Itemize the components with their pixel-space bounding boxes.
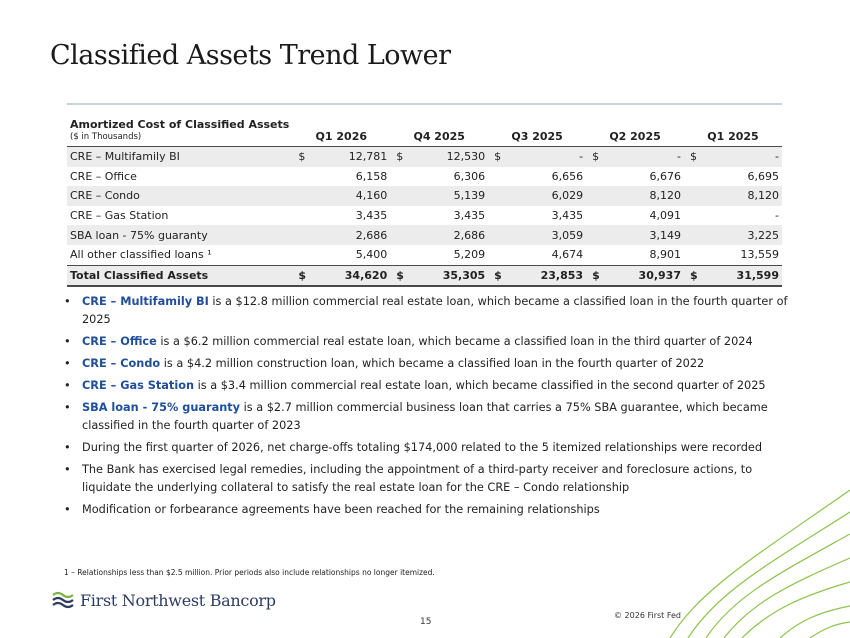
bullet-dot-icon: •: [64, 295, 71, 308]
bullet-item: [64, 355, 794, 373]
bullet-text: is a $2.7 million commercial business loan that carries a 75% SBA guarantee, which became classified in the fourth quarter of 2023: [82, 401, 768, 432]
table-subtitle: ($ in Thousands): [70, 132, 142, 142]
currency-symbol: [390, 225, 413, 245]
bullet-dot-icon: •: [64, 379, 71, 392]
cell-value: -: [707, 147, 782, 167]
currency-symbol: [488, 167, 511, 187]
table-row: [67, 186, 782, 206]
table-row: [67, 147, 782, 167]
currency-symbol: [488, 245, 511, 265]
column-header: Q1 2025: [684, 104, 782, 147]
bullet-item: [64, 333, 794, 351]
cell-value: 8,901: [649, 248, 681, 262]
currency-symbol: [684, 167, 707, 187]
table-row: [67, 167, 782, 187]
currency-symbol: [390, 206, 413, 226]
cell-value: 4,160: [315, 186, 390, 206]
bullet-item: [64, 439, 794, 457]
cell-value: 3,149: [609, 225, 684, 245]
cell-value: 3,435: [453, 209, 486, 223]
currency-symbol: [292, 206, 315, 226]
cell-value: 4,674: [551, 248, 584, 262]
cell-value: 8,120: [707, 186, 782, 206]
currency-symbol: [586, 206, 609, 226]
cell-value: 12,530: [413, 147, 488, 167]
bullet-item: [64, 293, 794, 329]
cell-value: -: [775, 209, 779, 223]
classified-assets-table: [67, 103, 782, 287]
currency-symbol: $: [684, 147, 707, 167]
currency-symbol: [684, 225, 707, 245]
currency-symbol: [390, 167, 413, 187]
currency-symbol: $: [292, 147, 315, 167]
cell-value: 3,435: [551, 209, 584, 223]
currency-symbol: [586, 186, 609, 206]
table-row: [67, 206, 782, 226]
column-header: Q2 2025: [586, 104, 684, 147]
currency-symbol: [488, 186, 511, 206]
bullet-text: During the first quarter of 2026, net charge-offs totaling $174,000 related to the 5 itemized relationships were recorded: [82, 441, 763, 454]
column-header: Q4 2025: [390, 104, 488, 147]
bullet-dot-icon: •: [64, 335, 71, 348]
currency-symbol: [488, 206, 511, 226]
bullet-lead: CRE – Office: [82, 335, 157, 348]
currency-symbol: $: [684, 265, 707, 286]
bullet-lead: CRE – Condo: [82, 357, 161, 370]
currency-symbol: [390, 186, 413, 206]
bullet-dot-icon: •: [64, 401, 71, 414]
bullet-text: is a $4.2 million construction loan, which became a classified loan in the fourth quarter of 2022: [160, 357, 705, 370]
currency-symbol: [292, 186, 315, 206]
bullet-lead: SBA loan - 75% guaranty: [82, 401, 241, 414]
currency-symbol: [292, 245, 315, 265]
decorative-curves-icon: [660, 470, 850, 638]
bullet-lead: CRE – Gas Station: [82, 379, 195, 392]
bullet-text: is a $12.8 million commercial real estate loan, which became a classified loan in the fourth quarter of 2025: [82, 295, 788, 326]
currency-symbol: $: [390, 265, 413, 286]
cell-value: 13,559: [740, 248, 779, 262]
currency-symbol: $: [586, 265, 609, 286]
cell-value: 35,305: [413, 265, 488, 286]
currency-symbol: [586, 167, 609, 187]
cell-value: 3,059: [511, 225, 586, 245]
row-label: CRE – Gas Station: [70, 209, 169, 223]
bullet-dot-icon: •: [64, 357, 71, 370]
row-label: Total Classified Assets: [67, 265, 292, 286]
cell-value: 3,225: [707, 225, 782, 245]
column-header: Q3 2025: [488, 104, 586, 147]
bullet-text: The Bank has exercised legal remedies, including the appointment of a third-party receiver and foreclosure actions, to liquidate the underlying collateral to satisfy the real estate loan for the CRE – Condo relationship: [82, 463, 753, 494]
currency-symbol: [390, 245, 413, 265]
cell-value: 5,400: [355, 248, 388, 262]
currency-symbol: [586, 225, 609, 245]
cell-value: 31,599: [707, 265, 782, 286]
total-row: [67, 265, 782, 286]
currency-symbol: [684, 206, 707, 226]
currency-symbol: [292, 225, 315, 245]
cell-value: -: [511, 147, 586, 167]
copyright: © 2026 First Fed: [614, 611, 681, 620]
cell-value: 6,158: [355, 169, 388, 183]
cell-value: -: [609, 147, 684, 167]
bullet-lead: CRE – Multifamily BI: [82, 295, 209, 308]
wave-logo-icon: [52, 591, 74, 609]
bullet-text: is a $3.4 million commercial real estate loan, which became classified in the second quarter of 2025: [194, 379, 766, 392]
currency-symbol: $: [292, 265, 315, 286]
cell-value: 34,620: [315, 265, 390, 286]
bullet-dot-icon: •: [64, 463, 71, 476]
row-label: All other classified loans ¹: [70, 248, 212, 262]
currency-symbol: [684, 245, 707, 265]
company-logo: [52, 589, 276, 611]
table-header-label: [67, 104, 292, 147]
row-label: CRE – Condo: [67, 186, 292, 206]
footnote: 1 – Relationships less than $2.5 million. Prior periods also include relationships no longer itemized.: [64, 568, 435, 577]
currency-symbol: $: [390, 147, 413, 167]
currency-symbol: [292, 167, 315, 187]
currency-symbol: [586, 245, 609, 265]
row-label: SBA loan - 75% guaranty: [67, 225, 292, 245]
currency-symbol: $: [488, 265, 511, 286]
bullet-dot-icon: •: [64, 441, 71, 454]
table-row: [67, 225, 782, 245]
cell-value: 6,676: [649, 169, 681, 183]
bullet-item: [64, 399, 794, 435]
bullet-text: Modification or forbearance agreements have been reached for the remaining relationships: [82, 503, 600, 516]
cell-value: 6,306: [453, 169, 486, 183]
column-header: Q1 2026: [292, 104, 390, 147]
cell-value: 30,937: [609, 265, 684, 286]
cell-value: 8,120: [609, 186, 684, 206]
currency-symbol: [684, 186, 707, 206]
bullet-text: is a $6.2 million commercial real estate loan, which became a classified loan in the third quarter of 2024: [156, 335, 753, 348]
bullet-dot-icon: •: [64, 503, 71, 516]
currency-symbol: $: [488, 147, 511, 167]
cell-value: 6,029: [511, 186, 586, 206]
cell-value: 5,139: [413, 186, 488, 206]
table-row: [67, 245, 782, 265]
cell-value: 6,695: [747, 169, 779, 183]
page-number: 15: [420, 617, 432, 627]
cell-value: 2,686: [413, 225, 488, 245]
cell-value: 3,435: [355, 209, 388, 223]
bullet-item: [64, 377, 794, 395]
cell-value: 5,209: [453, 248, 486, 262]
table-title: Amortized Cost of Classified Assets: [70, 118, 290, 131]
currency-symbol: $: [586, 147, 609, 167]
page-title: Classified Assets Trend Lower: [50, 40, 451, 71]
table-header-row: [67, 104, 782, 147]
row-label: CRE – Office: [70, 169, 137, 183]
cell-value: 6,656: [551, 169, 584, 183]
currency-symbol: [488, 225, 511, 245]
cell-value: 4,091: [649, 209, 681, 223]
cell-value: 2,686: [315, 225, 390, 245]
logo-text: First Northwest Bancorp: [80, 590, 276, 610]
cell-value: 12,781: [315, 147, 390, 167]
row-label: CRE – Multifamily BI: [67, 147, 292, 167]
cell-value: 23,853: [511, 265, 586, 286]
